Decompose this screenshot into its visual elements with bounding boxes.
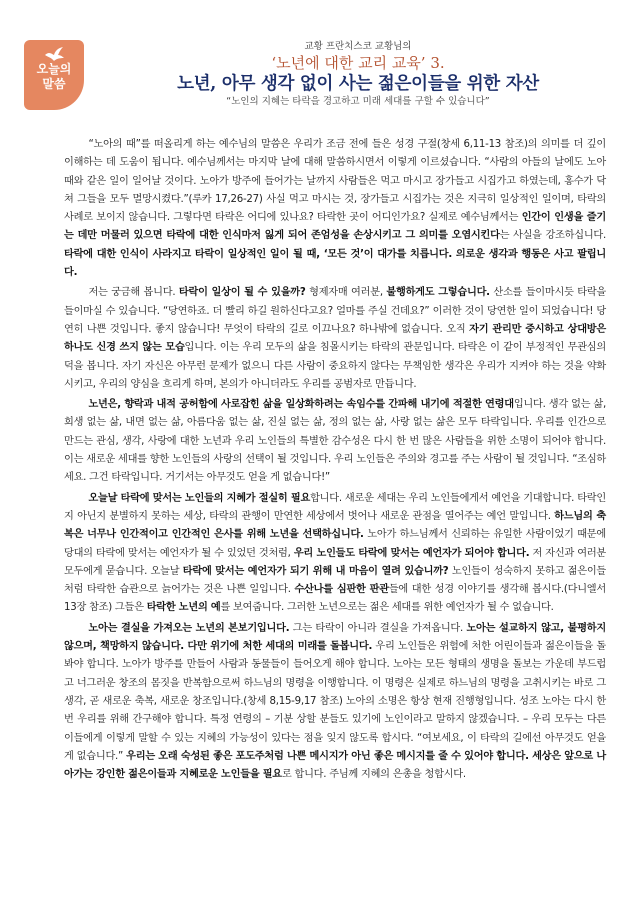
body-text: 노인들이 성숙하지 못하고 젊은이들처럼 타락한 습관으로 늙어가는 것은 나쁜 일입니다. — [64, 565, 607, 596]
body-text: 노아가 하느님께서 신뢰하는 유일한 사람이었기 때문에 당대의 타락에 맞서는 예언자가 될 수 있었던 것처럼, — [64, 529, 606, 559]
page-title: 노년, 아무 생각 없이 사는 젊은이들을 위한 자산 — [177, 74, 539, 94]
article-header — [100, 40, 616, 109]
emphasis-text: 노아는 결실을 가져오는 노년의 본보기입니다. — [88, 622, 290, 634]
badge-line2: 말씀 — [42, 77, 66, 91]
body-text: 저 자신과 여러분 모두에게 묻습니다. 오늘날 — [64, 547, 607, 577]
emphasis-text: 우리는 오래 숙성된 좋은 포도주처럼 나쁜 메시지가 아닌 좋은 메시지를 줄 수 있어야 합니다. 세상은 앞으로 나아가는 강인한 젊은이들과 지혜로운 노인들을 필요 — [64, 750, 606, 781]
body-text: 우리 노인들은 위험에 처한 어린이들과 젊은이들을 돌봐야 합니다. 노아가 방주를 만들어 사람과 동물들이 들어오게 해야 합니다. 노아는 모든 형태의 생명을 돌보는 가운데 부드럽고 너그러운 창조의 몸짓을 반복함으로써 하느님의 명령을 이행합니다. 이 명령은 실제로 하느님의 명령을 고취시키는 바로 그 생각, 곧 새로운 축복, 새로운 창조입니다.(창세 8,15-9,17 참조) 노아의 소명은 항상 현재 진행형입니다. 성조 노아는 다시 한 번 우리를 위해 간구해야 합니다. 특정 연령의 – 기분 상할 분들도 있기에 노인이라고 말하지 않겠습니다. – 우리 모두는 다른 이들에게 이렇게 말할 수 있는 지혜의 가능성이 있다는 점을 잊지 않도록 합시다. “여보세요, 이 타락의 길에선 아무것도 얻을 게 없습니다.” — [64, 641, 606, 762]
body-text: 산소를 들이마시듯 타락을 들이마실 수 있습니다. “당연하죠. 더 빨리 하길 원하신다고요? 얼마를 주실 건데요?” 이러한 것이 당연한 일이 되었습니다! 당연히 나쁜 것입니다. 좋지 않습니다! 무엇이 타락의 길로 이끄나요? 하나밖에 없습니다. 오직 — [64, 287, 606, 335]
series-title: ‘노년에 대한 교리 교육’ 3. — [271, 54, 445, 72]
body-text: 형제자매 여러분, — [305, 287, 387, 299]
body-text: “노아의 때”를 떠올리게 하는 예수님의 말씀은 우리가 조금 전에 들은 성경 구절(창세 6,11-13 참조)의 의미를 더 깊이 이해하는 데 도움이 됩니다. 예수님께서는 마지막 날에 대해 말씀하시면서 이렇게 이르셨습니다. “사람의 아들의 날에도 노아 때와 같은 일이 일어날 것이다. 노아가 방주에 들어가는 날까지 사람들은 먹고 마시고 장가들고 시집가고 하였는데, 홍수가 닥쳐 그들을 모두 멸망시켰다.”(루카 17,26-27) 사실 먹고 마시는 것, 장가들고 시집가는 것은 지극히 일상적인 일이며, 타락의 사례로 보이지 않습니다. 그렇다면 타락은 어디에 있나요? 타락한 곳이 어디인가요? 실제로 예수님께서는 — [64, 139, 606, 224]
emphasis-text: 우리 노인들도 타락에 맞서는 예언자가 되어야 합니다. — [293, 547, 530, 559]
paragraph — [64, 396, 606, 487]
subtitle: “노인의 지혜는 타락을 경고하고 미래 세대를 구할 수 있습니다” — [226, 96, 490, 107]
body-text: 입니다. 생각 없는 삶, 희생 없는 삶, 내면 없는 삶, 아름다움 없는 삶, 진실 없는 삶, 정의 없는 삶, 사랑 없는 삶은 모두 타락입니다. 우리를 인간으로 만드는 관심, 생각, 사랑에 대한 노년과 우리 노인들의 특별한 감수성은 다시 한 번 많은 사람들을 위한 소명이 되어야 합니다. 이는 새로운 세대를 향한 노인들의 사랑의 선택이 될 것입니다. 우리 노인들은 주의와 경고를 주는 사람이 될 것입니다. “조심하세요. 그건 타락입니다. 거기서는 아무것도 얻을 게 없습니다!” — [64, 399, 606, 484]
body-text: 합니다. 새로운 세대는 우리 노인들에게서 예언을 기대합니다. 타락인지 아닌지 분별하지 못하는 세상, 타락의 관행이 만연한 세상에서 벗어나 새로운 관점을 열어주는 예언 말입니다. — [64, 492, 606, 522]
paragraph — [64, 284, 606, 394]
body-text: 는 사실을 강조하십니다. — [499, 230, 606, 242]
body-text: 저는 궁금해 봅니다. — [88, 287, 179, 299]
emphasis-text: 타락이 일상이 될 수 있을까? — [178, 287, 306, 299]
body-text: 입니다. 이는 우리 모두의 삶을 침몰시키는 타락의 관문입니다. 타락은 이 같이 부정적인 무관심의 덕을 봅니다. 자기 자신은 아무런 문제가 없으니 다른 사람이 중요하지 않다는 무책임한 생각은 우리가 지켜야 하는 것을 약화시키고, 우리의 양심을 흐리게 하며, 본의가 아니더라도 우리를 공범자로 만듭니다. — [64, 342, 606, 390]
emphasis-text: 노년은, 향락과 내적 공허함에 사로잡힌 삶을 일상화하려는 속임수를 간파해 내기에 적절한 연령대 — [88, 399, 514, 411]
emphasis-text: 하느님의 축복은 너무나 인간적이고 인간적인 은사를 위해 노년을 선택하십니다. — [64, 510, 606, 541]
body-text: 그는 타락이 아니라 결실을 가져옵니다. — [289, 622, 467, 634]
today-word-badge — [24, 40, 84, 110]
paragraph — [64, 490, 606, 618]
emphasis-text: 수산나를 심판한 판관 — [294, 584, 389, 596]
emphasis-text: 타락에 맞서는 예언자가 되기 위해 내 마음이 열려 있습니까? — [182, 565, 449, 577]
body-text: 들에 대한 성경 이야기를 생각해 봅시다.(다니엘서 13장 참조) 그들은 — [64, 584, 606, 614]
emphasis-text: 노아는 설교하지 않고, 불평하지 않으며, 책망하지 않습니다. 다만 위기에 처한 세대의 미래를 돌봅니다. — [64, 622, 606, 653]
emphasis-text: 자기 관리만 중시하고 상대방은 하나도 신경 쓰지 않는 모습 — [64, 323, 606, 354]
badge-line1: 오늘의 — [36, 62, 72, 76]
body-text: 를 보여줍니다. 그러한 노년으로는 젊은 세대를 위한 예언자가 될 수 없습니다. — [220, 602, 554, 614]
body-text: 로 합니다. 주님께 지혜의 은총을 청합시다. — [281, 769, 466, 781]
dove-icon — [43, 46, 65, 62]
emphasis-text: 타락한 노년의 예 — [146, 602, 221, 614]
emphasis-text: 불행하게도 그렇습니다. — [386, 287, 490, 299]
emphasis-text: 오늘날 타락에 맞서는 노인들의 지혜가 절실히 필요 — [88, 492, 311, 504]
article-body — [64, 136, 606, 786]
paragraph — [64, 136, 606, 282]
emphasis-text: 타락에 대한 인식이 사라지고 타락이 일상적인 일이 될 때, ‘모든 것’이 대가를 치릅니다. 의로운 생각과 행동은 사고 팔립니다. — [64, 248, 606, 279]
supertitle: 교황 프란치스코 교황님의 — [304, 41, 412, 52]
emphasis-text: 인간이 인생을 즐기는 데만 머물러 있으면 타락에 대한 인식마저 잃게 되어 존엄성을 손상시키고 그 의미를 오염시킨다 — [64, 212, 606, 242]
paragraph — [64, 620, 606, 785]
